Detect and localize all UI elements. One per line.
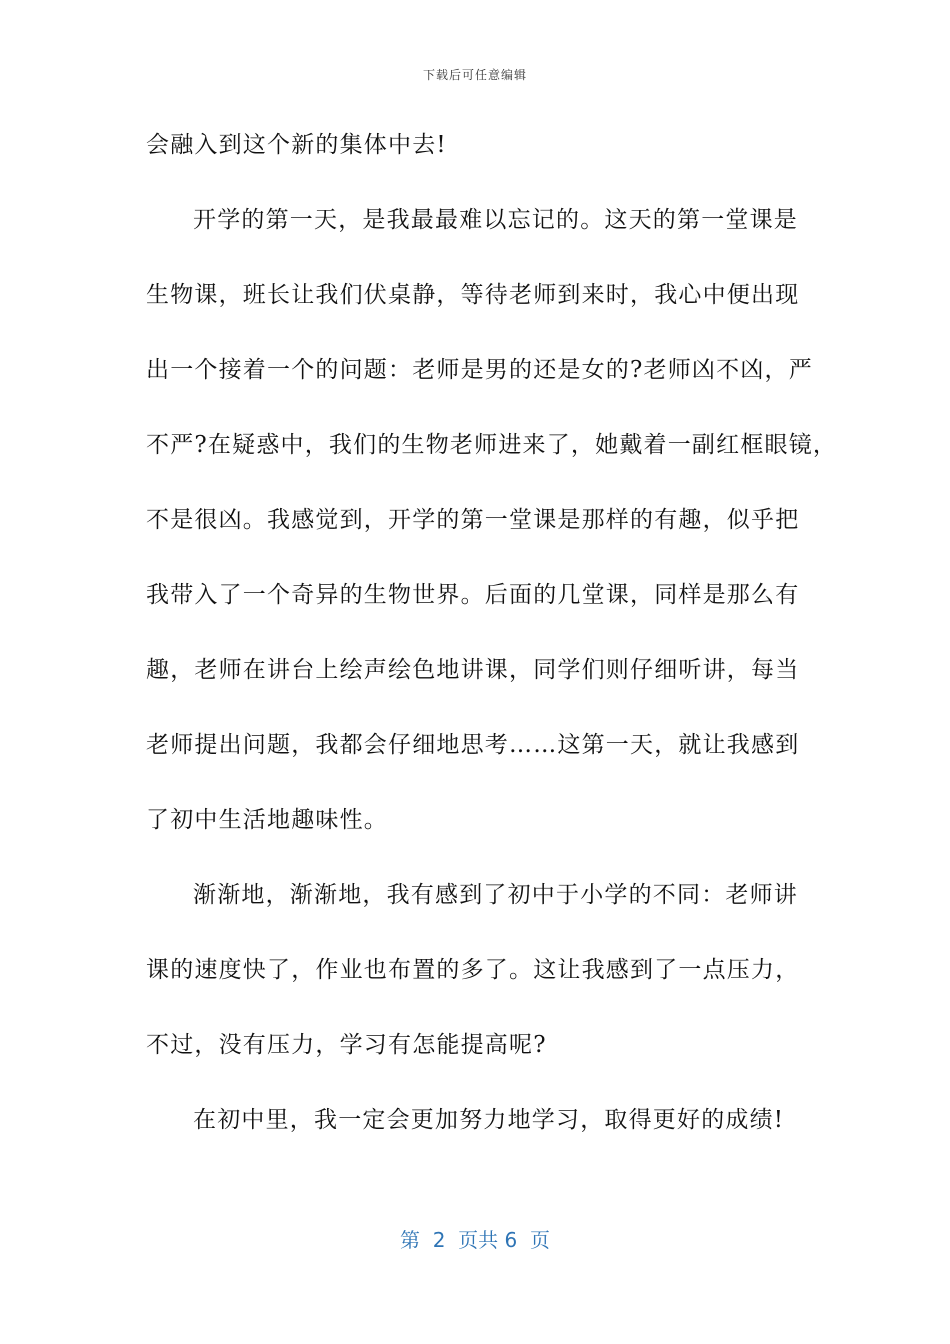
page-number-label: 第 2 页共 6 页: [400, 1228, 550, 1252]
paragraph-line: 趣，老师在讲台上绘声绘色地讲课，同学们则仔细听讲，每当: [146, 657, 800, 683]
paragraph-line: 会融入到这个新的集体中去!: [146, 132, 447, 158]
paragraph-line: 生物课，班长让我们伏桌静，等待老师到来时，我心中便出现: [146, 282, 800, 308]
paragraph-line: 渐渐地，渐渐地，我有感到了初中于小学的不同：老师讲: [193, 882, 798, 908]
paragraph-line: 我带入了一个奇异的生物世界。后面的几堂课，同样是那么有: [146, 582, 800, 608]
paragraph-line: 不是很凶。我感觉到，开学的第一堂课是那样的有趣，似乎把: [146, 507, 800, 533]
paragraph-line: 开学的第一天，是我最最难以忘记的。这天的第一堂课是: [193, 207, 798, 233]
paragraph-line: 出一个接着一个的问题：老师是男的还是女的?老师凶不凶，严: [146, 357, 813, 383]
paragraph-line: 了初中生活地趣味性。: [146, 807, 388, 833]
paragraph-line: 课的速度快了，作业也布置的多了。这让我感到了一点压力，: [146, 957, 800, 983]
paragraph-line: 在初中里，我一定会更加努力地学习，取得更好的成绩!: [193, 1107, 785, 1133]
paragraph-line: 不严?在疑惑中，我们的生物老师进来了，她戴着一副红框眼镜，: [146, 432, 838, 458]
body-text: [146, 124, 838, 1174]
paragraph-line: 老师提出问题，我都会仔细地思考……这第一天，就让我感到: [146, 732, 800, 758]
paragraph-line: 不过，没有压力，学习有怎能提高呢?: [146, 1032, 547, 1058]
page-number-footer: [0, 1224, 950, 1253]
header-note: 下载后可任意编辑: [422, 68, 527, 82]
